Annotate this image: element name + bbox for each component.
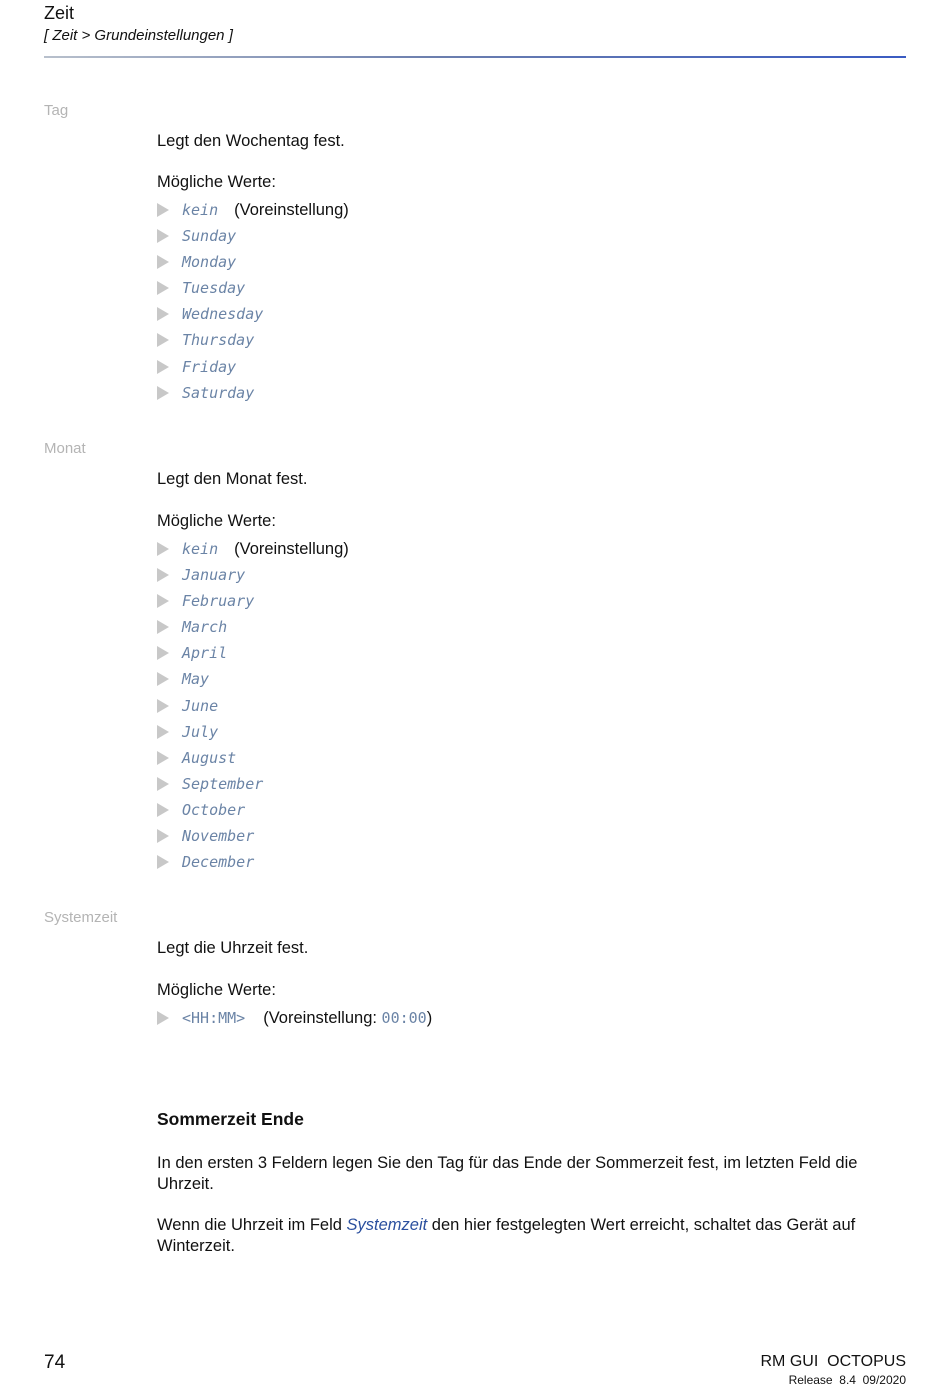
tag-option-value: Friday (182, 357, 237, 376)
monat-option-value: March (182, 618, 228, 637)
monat-option-value: May (182, 670, 210, 689)
systemzeit-note-value: 00:00 (381, 1008, 427, 1027)
header-divider (44, 56, 906, 58)
tag-option-value: Wednesday (182, 305, 264, 324)
systemzeit-value: <HH:MM> (182, 1009, 246, 1027)
tag-option-value: Monday (182, 253, 237, 272)
sommerzeit-paragraph-1: In den ersten 3 Feldern legen Sie den Tag für das Ende der Sommerzeit fest, im letzten Feld die Uhrzeit. (157, 1154, 858, 1193)
bullet-triangle-icon (157, 594, 169, 608)
section-label-systemzeit: Systemzeit (44, 909, 118, 926)
bullet-triangle-icon (157, 829, 169, 843)
tag-option-value: Saturday (182, 383, 255, 402)
sommerzeit-paragraph-2 (157, 1215, 907, 1257)
bullet-triangle-icon (157, 646, 169, 660)
monat-description: Legt den Monat fest. (157, 470, 308, 488)
monat-option (157, 771, 263, 797)
monat-option-value: December (182, 853, 255, 872)
tag-option (157, 327, 254, 353)
monat-option (157, 640, 227, 666)
bullet-triangle-icon (157, 725, 169, 739)
tag-values-heading: Mögliche Werte: (157, 173, 276, 191)
monat-option-value: September (182, 774, 264, 793)
tag-option (157, 249, 236, 275)
tag-option-value: Tuesday (182, 279, 246, 298)
tag-option (157, 275, 245, 301)
monat-option-value: April (182, 644, 228, 663)
systemzeit-link[interactable]: Systemzeit (346, 1216, 428, 1234)
monat-option (157, 719, 218, 745)
monat-default-note: (Voreinstellung) (234, 539, 349, 558)
bullet-triangle-icon (157, 386, 169, 400)
monat-option-default (157, 536, 349, 562)
bullet-triangle-icon (157, 620, 169, 634)
page-title: Zeit (44, 3, 75, 23)
bullet-triangle-icon (157, 1011, 169, 1025)
bullet-triangle-icon (157, 803, 169, 817)
monat-option-value: November (182, 827, 255, 845)
bullet-triangle-icon (157, 699, 169, 713)
systemzeit-option (157, 1005, 432, 1031)
bullet-triangle-icon (157, 360, 169, 374)
bullet-triangle-icon (157, 333, 169, 347)
tag-option-value: Sunday (182, 227, 237, 245)
systemzeit-note-prefix: (Voreinstellung: (263, 1008, 382, 1027)
monat-option-value: October (182, 800, 246, 819)
monat-option-value: August (182, 748, 237, 767)
bullet-triangle-icon (157, 255, 169, 269)
monat-option (157, 666, 209, 692)
tag-option-value: Thursday (182, 331, 255, 350)
monat-option (157, 588, 254, 614)
monat-option-value: February (182, 592, 255, 611)
systemzeit-description: Legt die Uhrzeit fest. (157, 939, 309, 957)
tag-option-default (157, 197, 349, 223)
monat-option (157, 614, 227, 640)
monat-option (157, 823, 254, 849)
bullet-triangle-icon (157, 568, 169, 582)
section-label-tag: Tag (44, 102, 69, 119)
tag-default-note: (Voreinstellung) (234, 200, 349, 219)
section-label-monat: Monat (44, 440, 86, 457)
bullet-triangle-icon (157, 229, 169, 243)
breadcrumb: [ Zeit > Grundeinstellungen ] (44, 27, 233, 44)
tag-description: Legt den Wochentag fest. (157, 132, 345, 150)
bullet-triangle-icon (157, 281, 169, 295)
monat-option (157, 797, 245, 823)
monat-option-value: June (182, 696, 219, 715)
page-number: 74 (44, 1352, 66, 1373)
tag-option (157, 301, 263, 327)
tag-option (157, 223, 236, 249)
systemzeit-values-heading: Mögliche Werte: (157, 981, 276, 999)
bullet-triangle-icon (157, 672, 169, 686)
tag-option (157, 380, 254, 406)
footer-product: RM GUI OCTOPUS (760, 1353, 906, 1370)
bullet-triangle-icon (157, 777, 169, 791)
footer-release: Release 8.4 09/2020 (788, 1373, 906, 1387)
tag-default-value: kein (182, 201, 219, 219)
monat-values-heading: Mögliche Werte: (157, 512, 276, 530)
bullet-triangle-icon (157, 542, 169, 556)
monat-option (157, 693, 218, 719)
section-heading-sommerzeit-ende: Sommerzeit Ende (157, 1109, 304, 1129)
systemzeit-note-suffix: ) (426, 1008, 433, 1027)
monat-option-value: July (182, 722, 219, 741)
systemzeit-note (263, 1009, 432, 1028)
para2-text-after: den hier festgelegten Wert erreicht, schaltet das Gerät auf Winterzeit. (157, 1216, 856, 1255)
monat-option-value: January (182, 566, 246, 584)
bullet-triangle-icon (157, 751, 169, 765)
monat-default-value: kein (182, 540, 219, 558)
para2-text-before: Wenn die Uhrzeit im Feld (157, 1216, 347, 1234)
monat-option (157, 562, 245, 588)
monat-option (157, 849, 254, 875)
tag-option (157, 354, 236, 380)
monat-option (157, 745, 236, 771)
bullet-triangle-icon (157, 203, 169, 217)
bullet-triangle-icon (157, 307, 169, 321)
bullet-triangle-icon (157, 855, 169, 869)
